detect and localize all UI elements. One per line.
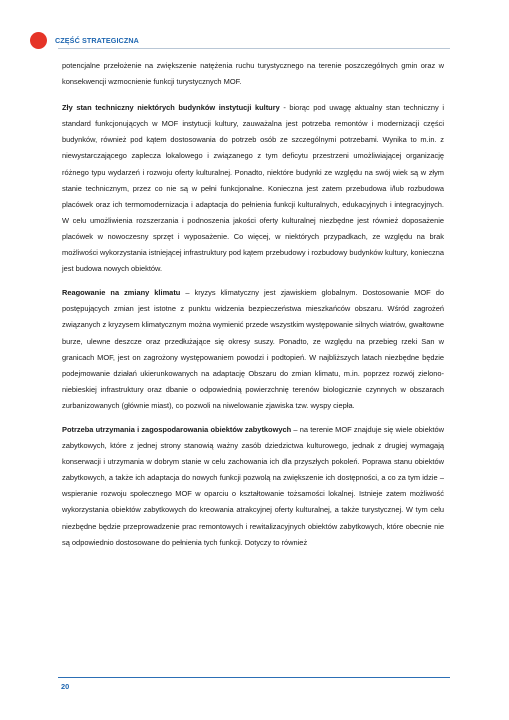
page-header [30,30,139,50]
paragraph-text: – na terenie MOF znajduje się wiele obiektów zabytkowych, które z jednej strony stanowią ważny zasób dziedzictwa kulturowego, jednak z drugiej wymagają konserwacji i utrzymania w dobrym stanie w celu zachowania ich dla przyszłych pokoleń. Poprawa stanu obiektów zabytkowych, a także ich adaptacja do nowych funkcji pozwolą na zwiększenie ich dostępności, a co za tym idzie – wspieranie rozwoju społecznego MOF w oparciu o kształtowanie tożsamości lokalnej. Istnieje zatem możliwość wykorzystania obiektów zabytkowych do kreowania atrakcyjnej oferty kulturalnej, a także turystycznej. W tym celu niezbędne będzie przeprowadzenie prac remontowych i rewitalizacyjnych obiektów zabytkowych, które obecnie nie są odpowiednio dostosowane do pełnienia tych funkcji. Dotyczy to również [62,424,444,547]
paragraph-culture-buildings [62,100,444,277]
paragraph-heading: Potrzeba utrzymania i zagospodarowania obiektów zabytkowych [62,424,292,434]
paragraph-heritage [62,422,444,551]
red-circle-icon [30,32,47,49]
header-divider [58,48,450,49]
body-text [62,58,444,559]
paragraph-climate [62,285,444,414]
section-label: CZĘŚĆ STRATEGICZNA [55,35,139,45]
paragraph-text: – kryzys klimatyczny jest zjawiskiem globalnym. Dostosowanie MOF do postępujących zmian jest istotne z punktu widzenia bezpieczeństwa mieszkańców obszaru. Wśród zagrożeń związanych z kryzysem klimatycznym można wymienić przede wszystkim występowanie silnych wiatrów, gwałtowne burze, ulewne deszcze oraz przedłużające się okresy suszy. Ponadto, ze względu na przebieg rzeki San w granicach MOF, jest on zagrożony występowaniem powodzi i podtopień. W najbliższych latach niezbędne będzie podejmowanie działań ukierunkowanych na adaptację Obszaru do zmian klimatu, m.in. poprzez rozwój zielono-niebieskiej infrastruktury oraz dbanie o odpowiednią powierzchnię terenów biologicznie czynnych w obszarach zurbanizowanych (głównie miast), co pozwoli na niwelowanie zjawiska tzw. wyspy ciepła. [62,288,445,410]
paragraph-text: potencjalne przełożenie na zwiększenie natężenia ruchu turystycznego na terenie poszczególnych gmin oraz w konsekwencji wzmocnienie funkcji turystycznych MOF. [62,61,444,87]
paragraph-heading: Zły stan techniczny niektórych budynków instytucji kultury [62,103,280,113]
paragraph-heading: Reagowanie na zmiany klimatu [62,288,181,298]
paragraph-text: - biorąc pod uwagę aktualny stan techniczny i standard funkcjonujących w MOF instytucji kultury, zauważalna jest potrzeba remontów i modernizacji części budynków, również pod kątem dostosowania do potrzeb osób ze szczególnymi potrzebami. Wynika to m.in. z niewystarczającego zaplecza lokalowego i związanego z tym deficytu przestrzeni umożliwiającej organizację różnego typu wydarzeń i rozwoju oferty kulturalnej. Ponadto, niektóre budynki ze względu na swój wiek są w złym stanie technicznym, przez co nie są w pełni funkcjonalne. Konieczna jest zatem przebudowa i/lub rozbudowa placówek oraz ich termomodernizacja i adaptacja do pełnienia funkcji kulturalnych, edukacyjnych i integracyjnych. W celu umożliwienia rozszerzania i podnoszenia jakości oferty kulturalnej niezbędne jest również doposażenie placówek w nowoczesny sprzęt i wyposażenie. Co więcej, w niektórych przypadkach, ze względu na brak możliwości wykorzystania istniejącej infrastruktury pod kątem przebudowy i rozbudowy budynków kultury, konieczna jest budowa nowych obiektów. [62,103,444,274]
paragraph-intro [62,58,444,90]
footer-divider [58,677,450,678]
page-number: 20 [61,682,70,691]
